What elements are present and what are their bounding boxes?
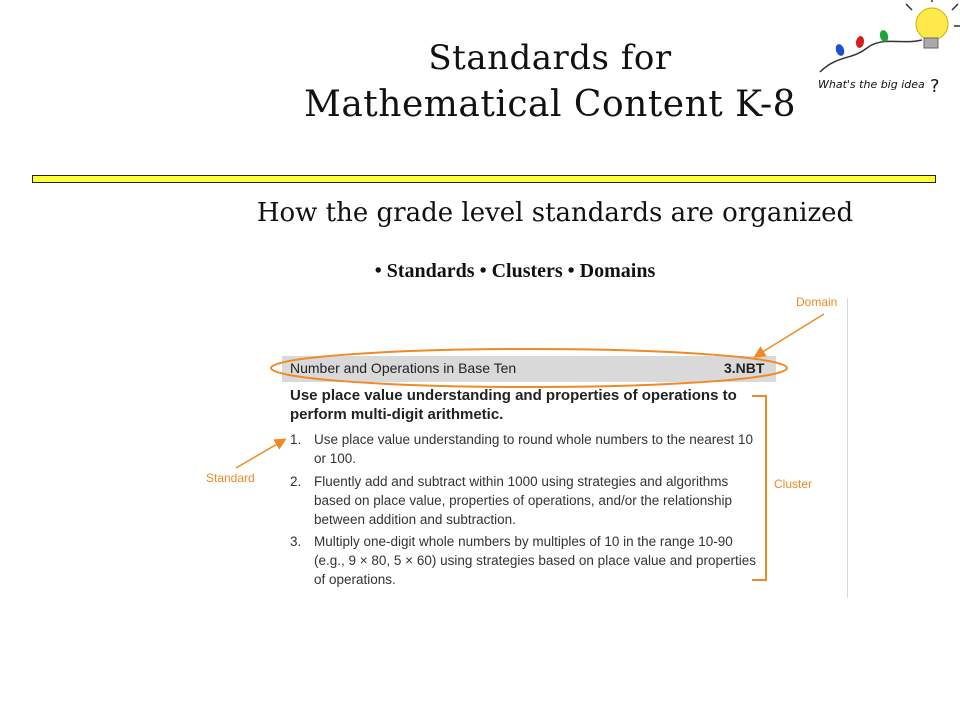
standard-text: Use place value understanding to round whole numbers to the nearest 10 or 100.: [314, 432, 754, 466]
domain-code: 3.NBT: [724, 360, 765, 376]
standard-number: 2.: [290, 474, 302, 489]
slide-subtitle: How the grade level standards are organized: [256, 198, 854, 228]
standard-text: Multiply one-digit whole numbers by multiples of 10 in the range 10-90 (e.g., 9 × 80, 5 × 60) using strategies based on place value and properties of operations.: [314, 534, 757, 587]
standard-text: Fluently add and subtract within 1000 using strategies and algorithms based on place value, properties of operations, and/or the relationship between addition and subtraction.: [314, 474, 733, 527]
slide-title-line2: Mathematical Content K-8: [303, 84, 797, 125]
domain-name: Number and Operations in Base Ten: [290, 360, 517, 376]
lightbulb-string-icon: [812, 0, 960, 100]
slide-title-line1: Standards for: [428, 38, 672, 78]
cluster-label: Cluster: [774, 477, 813, 491]
annotation-overlay: [196, 290, 856, 600]
domain-arrow: [756, 314, 824, 356]
standard-number: 3.: [290, 534, 302, 549]
standards-figure: [196, 290, 856, 600]
slide-bullets: • Standards • Clusters • Domains: [374, 260, 656, 282]
domain-highlight-ellipse: [271, 349, 787, 387]
logo-question-mark: ?: [930, 76, 940, 97]
standard-label: Standard: [206, 471, 255, 485]
big-idea-logo: [812, 0, 960, 100]
standard-number: 1.: [290, 432, 302, 447]
domain-label: Domain: [796, 295, 838, 309]
cluster-heading: Use place value understanding and properties of operations to perform multi-digit arithmetic.: [290, 387, 737, 423]
logo-text: What's the big idea: [818, 78, 925, 91]
title-divider: [32, 175, 936, 183]
cluster-bracket: [752, 396, 766, 580]
standard-arrow: [236, 440, 284, 468]
